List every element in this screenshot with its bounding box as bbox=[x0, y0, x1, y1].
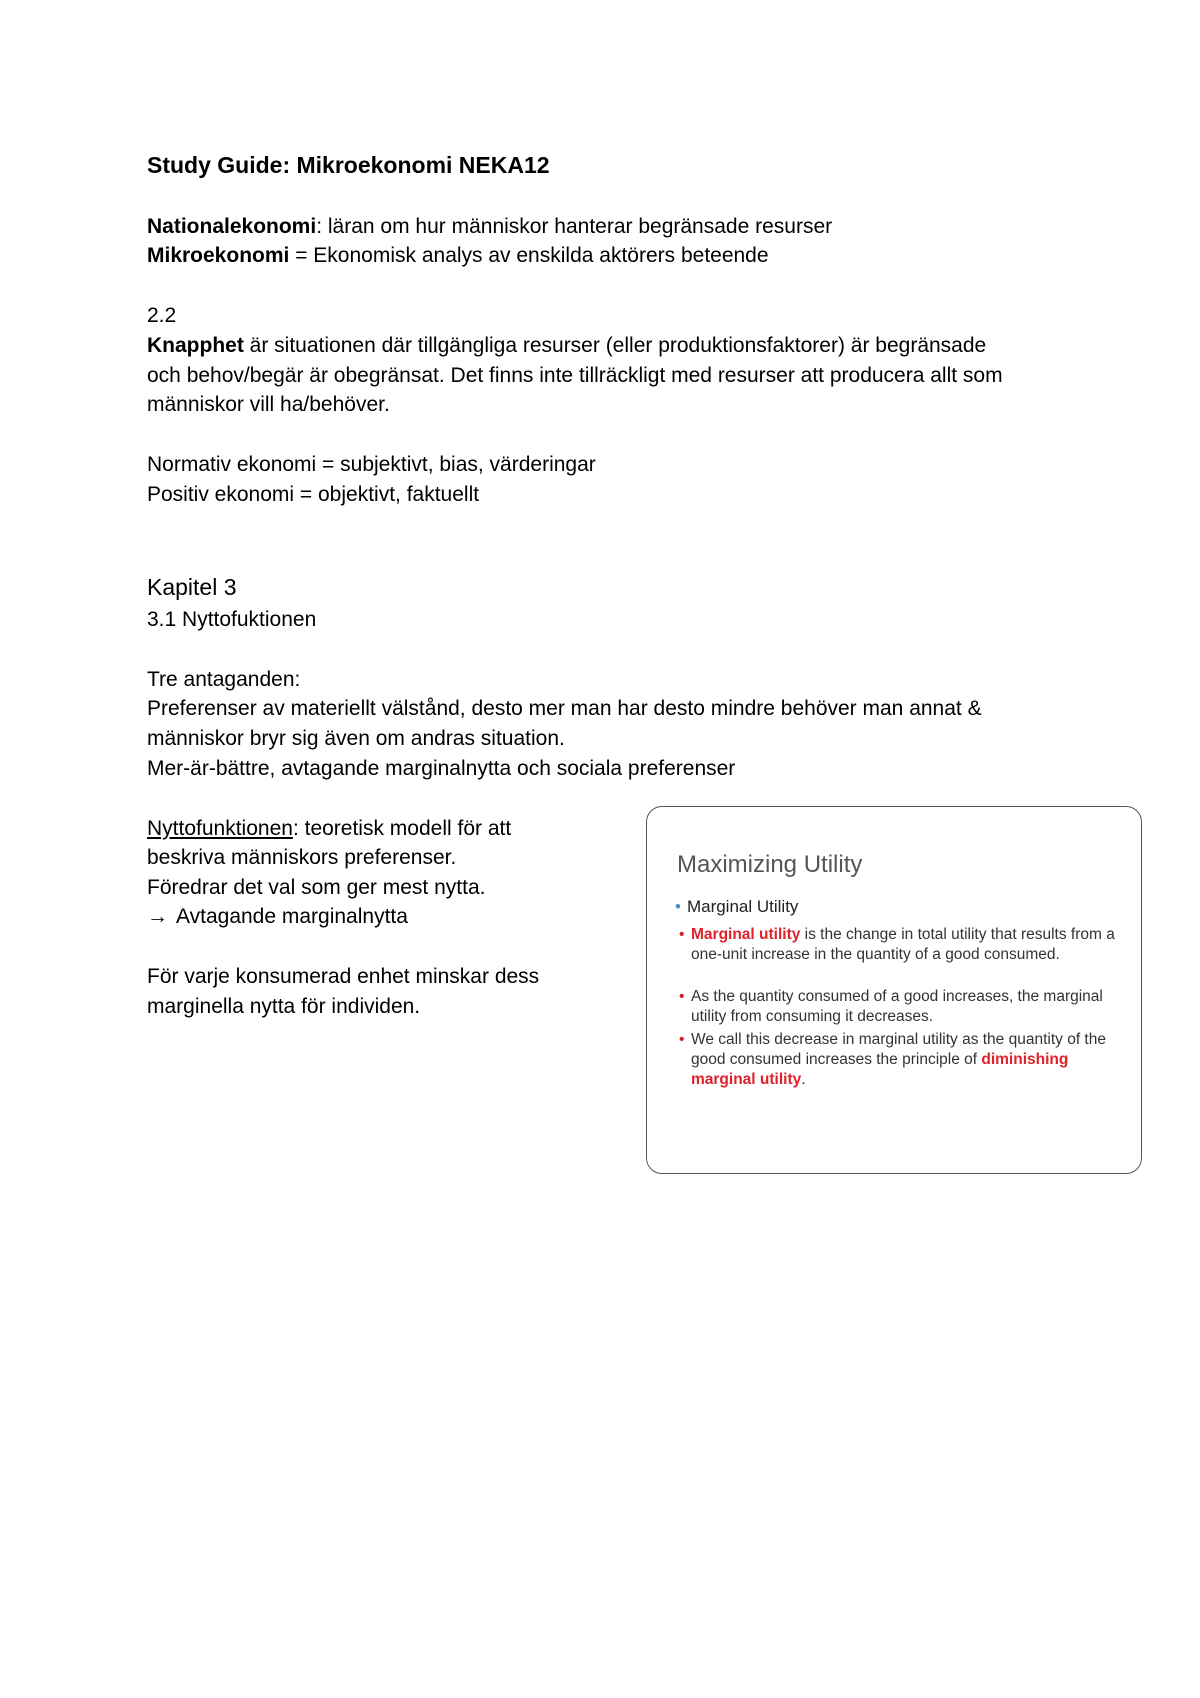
nyttofunktionen-text: : teoretisk modell för att bbox=[292, 817, 512, 840]
nyttofunktionen-line-1 bbox=[147, 814, 511, 843]
nyttofunktionen-line-3: Föredrar det val som ger mest nytta. bbox=[147, 876, 486, 899]
page-title: Study Guide: Mikroekonomi NEKA12 bbox=[147, 152, 550, 178]
slide-bullet-text: is the change in total utility that results from a one-unit increase in the quantity of a good consumed. bbox=[691, 926, 1115, 963]
varje-line-1: För varje konsumerad enhet minskar dess bbox=[147, 965, 540, 988]
bullet-icon: • bbox=[679, 1031, 685, 1048]
slide-bullet-text: We call this decrease in marginal utility as the quantity of the good consumed increases the principle of bbox=[691, 1031, 1106, 1068]
slide-level1-item bbox=[675, 897, 798, 917]
chapter-heading: Kapitel 3 bbox=[147, 574, 237, 600]
arrow-line-text: Avtagande marginalnytta bbox=[176, 905, 408, 928]
slide-bullet-1 bbox=[679, 925, 1131, 965]
positiv-line: Positiv ekonomi = objektivt, faktuellt bbox=[147, 483, 480, 506]
slide-level1-label: Marginal Utility bbox=[686, 897, 799, 916]
highlight-term: Marginal utility bbox=[691, 926, 801, 943]
knapphet-line-3: människor vill ha/behöver. bbox=[147, 393, 390, 416]
section-number: 2.2 bbox=[147, 304, 177, 327]
definition-text: : läran om hur människor hanterar begränsade resurser bbox=[316, 215, 833, 238]
term-mikroekonomi: Mikroekonomi bbox=[147, 244, 290, 267]
tre-antaganden: Tre antaganden: bbox=[147, 668, 301, 691]
preferenser-line-1: Preferenser av materiellt välstånd, desto mer man har desto mindre behöver man annat & bbox=[147, 697, 982, 720]
nyttofunktionen-line-2: beskriva människors preferenser. bbox=[147, 846, 457, 869]
subsection-heading: 3.1 Nyttofuktionen bbox=[147, 608, 317, 631]
arrow-right-icon: → bbox=[147, 905, 168, 928]
bullet-icon: • bbox=[679, 988, 685, 1005]
varje-line-2: marginella nytta för individen. bbox=[147, 995, 421, 1018]
term-nyttofunktionen: Nyttofunktionen bbox=[147, 817, 293, 840]
knapphet-line-2: och behov/begär är obegränsat. Det finns inte tillräckligt med resurser att producera allt som bbox=[147, 364, 1003, 387]
preferenser-line-3: Mer-är-bättre, avtagande marginalnytta och sociala preferenser bbox=[147, 757, 736, 780]
definition-mikroekonomi bbox=[147, 241, 769, 270]
bullet-icon: • bbox=[675, 897, 681, 916]
embedded-slide-image bbox=[646, 806, 1142, 1174]
term-knapphet: Knapphet bbox=[147, 334, 244, 357]
knapphet-line-1 bbox=[147, 331, 986, 360]
term-nationalekonomi: Nationalekonomi bbox=[147, 215, 317, 238]
bullet-icon: • bbox=[679, 926, 685, 943]
slide-bullet-3 bbox=[679, 1030, 1131, 1090]
preferenser-line-2: människor bryr sig även om andras situation. bbox=[147, 727, 565, 750]
arrow-line bbox=[147, 902, 408, 931]
slide-title: Maximizing Utility bbox=[677, 851, 863, 878]
normativ-line: Normativ ekonomi = subjektivt, bias, värderingar bbox=[147, 453, 596, 476]
highlight-term: diminishing marginal utility bbox=[691, 1051, 1069, 1088]
definition-nationalekonomi bbox=[147, 212, 832, 241]
slide-bullet-2 bbox=[679, 987, 1131, 1027]
slide-bullet-end: . bbox=[801, 1071, 806, 1088]
slide-bullet-text: As the quantity consumed of a good increases, the marginal utility from consuming it decreases. bbox=[691, 988, 1103, 1025]
knapphet-text: är situationen där tillgängliga resurser (eller produktionsfaktorer) är begränsade bbox=[243, 334, 987, 357]
definition-text: = Ekonomisk analys av enskilda aktörers beteende bbox=[289, 244, 769, 267]
